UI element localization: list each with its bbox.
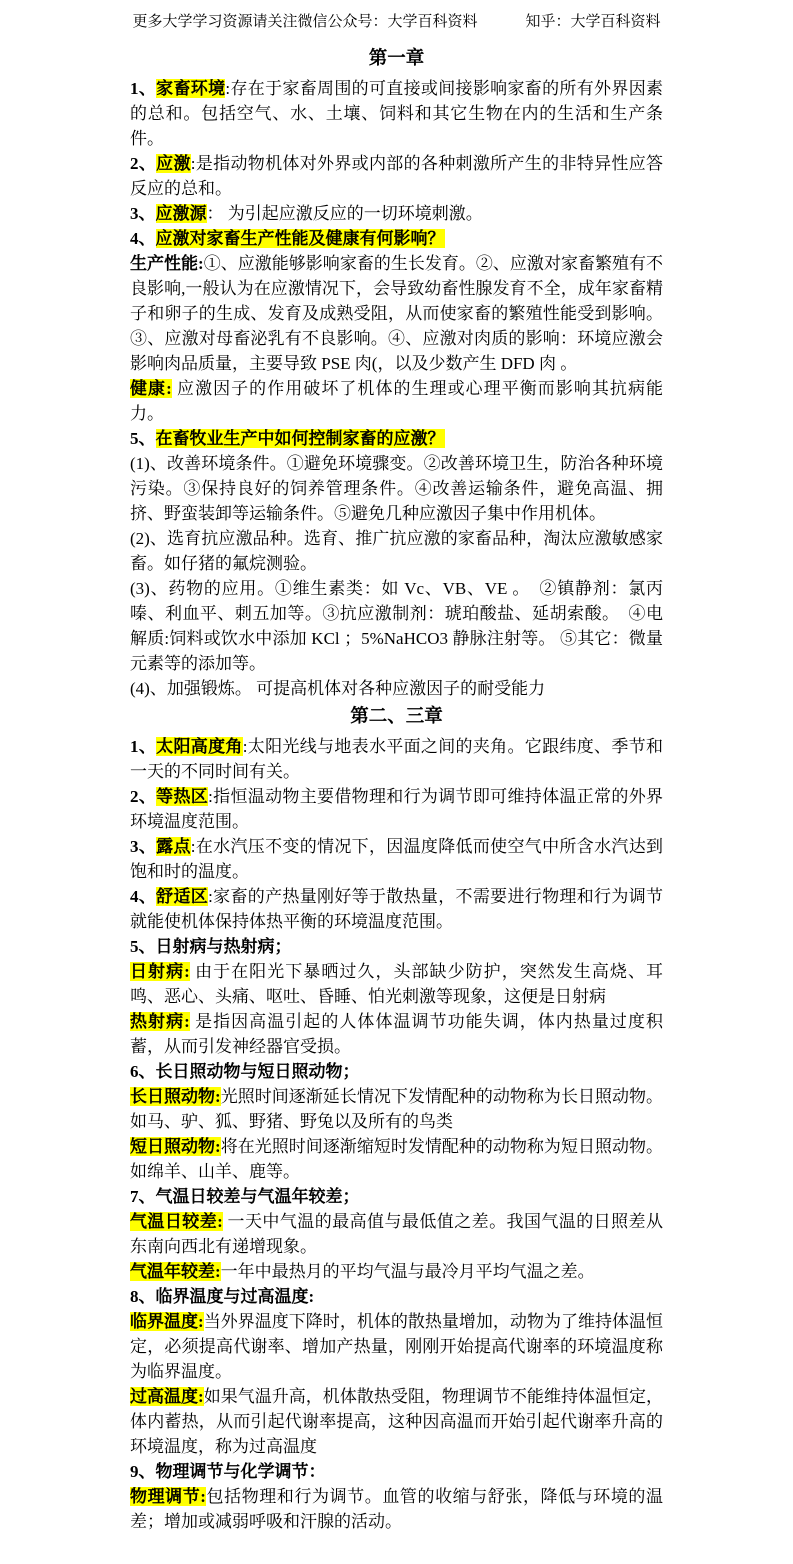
highlighted-term: 气温年较差: (130, 1262, 221, 1281)
paragraph (130, 376, 663, 426)
body-text: ： 为引起应激反应的一切环境刺激。 (206, 204, 483, 223)
paragraph (130, 1384, 663, 1459)
page-header (130, 12, 663, 32)
body-text: :存在于家畜周围的可直接或间接影响家畜的所有外界因素的总和。包括空气、水、土壤、饲料和其它生物在内的生活和生产条件。 (130, 79, 664, 148)
paragraph (130, 201, 663, 226)
paragraph (130, 676, 663, 701)
highlighted-term: 长日照动物: (130, 1087, 221, 1106)
highlighted-term: 热射病: (130, 1012, 190, 1031)
paragraph (130, 1184, 663, 1209)
paragraph (130, 451, 663, 526)
paragraph (130, 959, 663, 1009)
bold-text: 1、 (130, 79, 157, 98)
paragraph (130, 151, 663, 201)
body-text: (4)、加强锻炼。 可提高机体对各种应激因子的耐受能力 (130, 679, 546, 698)
bold-text: 2、 (130, 154, 157, 173)
paragraph (130, 576, 663, 676)
body-text: 包括物理和行为调节。血管的收缩与舒张，降低与环境的温差；增加或减弱呼吸和汗腺的活动。 (130, 1487, 664, 1531)
bold-text: 5、 (130, 429, 156, 448)
paragraph (130, 1209, 663, 1259)
header-zhihu-text: 知乎：大学百科资料 (525, 14, 661, 30)
bold-text: 1、 (130, 737, 157, 756)
highlighted-term: 在畜牧业生产中如何控制家畜的应激？ (155, 429, 445, 448)
bold-text: 3、 (130, 204, 156, 223)
body-text: (2)、选育抗应激品种。选育、推广抗应激的家畜品种，淘汰应激敏感家畜。如仔猪的氟烷测验。 (130, 529, 663, 573)
highlighted-term: 等热区 (156, 787, 209, 806)
bold-text: 5、日射病与热射病； (130, 937, 292, 956)
bold-text: 9、物理调节与化学调节： (130, 1462, 326, 1481)
bold-text: 3、 (130, 837, 157, 856)
paragraph (130, 1284, 663, 1309)
highlighted-term: 物理调节: (130, 1487, 206, 1506)
body-text: (1)、改善环境条件。①避免环境骤变。②改善环境卫生，防治各种环境污染。③保持良好的饲养管理条件。④改善运输条件，避免高温、拥挤、野蛮装卸等运输条件。⑤避免几种应激因子集中作用机体。 (130, 454, 663, 523)
body-text: ①、应激能够影响家畜的生长发育。②、应激对家畜繁殖有不良影响,一般认为在应激情况下，会导致幼畜性腺发育不全，成年家畜精子和卵子的生成、发育及成熟受阻，从而使家畜的繁殖性能受到影响。③、应激对母畜泌乳有不良影响。④、应激对肉质的影响：环境应激会影响肉品质量，主要导致 PSE 肉(，以及少数产生 DFD 肉 。 (130, 254, 664, 373)
paragraph (130, 884, 663, 934)
paragraph (130, 1459, 663, 1484)
paragraph (130, 426, 663, 451)
highlighted-term: 临界温度: (130, 1312, 204, 1331)
paragraph (130, 1484, 663, 1534)
paragraph (130, 1009, 663, 1059)
paragraph (130, 934, 663, 959)
highlighted-term: 应激 (156, 154, 191, 173)
body-text: 由于在阳光下暴晒过久，头部缺少防护，突然发生高烧、耳鸣、恶心、头痛、呕吐、昏睡、怕光刺激等现象，这便是日射病 (130, 962, 663, 1006)
document-body (130, 46, 663, 1534)
bold-text: 7、气温日较差与气温年较差； (130, 1187, 360, 1206)
paragraph (130, 526, 663, 576)
body-text: 是指因高温引起的人体体温调节功能失调，体内热量过度积蓄，从而引发神经器官受损。 (130, 1012, 663, 1056)
header-wechat-text: 更多大学学习资源请关注微信公众号：大学百科资料 (132, 14, 478, 30)
paragraph (130, 76, 663, 151)
body-text: :指恒温动物主要借物理和行为调节即可维持体温正常的外界环境温度范围。 (130, 787, 664, 831)
body-text: 如果气温升高，机体散热受阻，物理调节不能维持体温恒定，体内蓄热，从而引起代谢率提高，这种因高温而开始引起代谢率升高的环境温度，称为过高温度 (130, 1387, 664, 1456)
highlighted-term: 日射病: (130, 962, 190, 981)
highlighted-term: 气温日较差: (130, 1212, 223, 1231)
highlighted-term: 舒适区 (156, 887, 209, 906)
bold-text: 4、 (130, 229, 156, 248)
bold-text: 生产性能: (130, 254, 204, 273)
paragraph (130, 834, 663, 884)
paragraph (130, 1259, 663, 1284)
highlighted-term: 过高温度: (130, 1387, 204, 1406)
highlighted-term: 健康: (130, 379, 172, 398)
body-text: :太阳光线与地表水平面之间的夹角。它跟纬度、季节和一天的不同时间有关。 (130, 737, 664, 781)
highlighted-term: 露点 (156, 837, 191, 856)
body-text: 光照时间逐渐延长情况下发情配种的动物称为长日照动物。如马、驴、狐、野猪、野兔以及所有的鸟类 (130, 1087, 663, 1131)
highlighted-term: 应激源 (155, 204, 207, 223)
bold-text: 2、 (130, 787, 157, 806)
paragraph (130, 1309, 663, 1384)
body-text: 将在光照时间逐渐缩短时发情配种的动物称为短日照动物。如绵羊、山羊、鹿等。 (130, 1137, 663, 1181)
highlighted-term: 短日照动物: (130, 1137, 221, 1156)
paragraph (130, 784, 663, 834)
paragraph (130, 1059, 663, 1084)
body-text: 当外界温度下降时，机体的散热量增加，动物为了维持体温恒定，必须提高代谢率、增加产热量，刚刚开始提高代谢率的环境温度称为临界温度。 (130, 1312, 664, 1381)
section-title-2: 第二、三章 (350, 707, 443, 727)
paragraph (130, 226, 663, 251)
body-text: 一年中最热月的平均气温与最冷月平均气温之差。 (220, 1262, 595, 1281)
highlighted-term: 太阳高度角 (156, 737, 243, 756)
body-text: 一天中气温的最高值与最低值之差。我国气温的日照差从东南向西北有递增现象。 (130, 1212, 663, 1256)
highlighted-term: 应激对家畜生产性能及健康有何影响？ (155, 229, 445, 248)
paragraph (130, 1134, 663, 1184)
paragraph (130, 251, 663, 376)
body-text: 应激因子的作用破坏了机体的生理或心理平衡而影响其抗病能力。 (130, 379, 664, 423)
body-text: :是指动物机体对外界或内部的各种刺激所产生的非特异性应答反应的总和。 (130, 154, 664, 198)
bold-text: 4、 (130, 887, 157, 906)
bold-text: 6、长日照动物与短日照动物； (130, 1062, 360, 1081)
body-text: :家畜的产热量刚好等于散热量，不需要进行物理和行为调节就能使机体保持体热平衡的环境温度范围。 (130, 887, 664, 931)
bold-text: 8、临界温度与过高温度: (130, 1287, 315, 1306)
paragraph (130, 734, 663, 784)
section-title-1: 第一章 (368, 49, 425, 69)
body-text: (3)、药物的应用。①维生素类：如 Vc、VB、VE 。 ②镇静剂：氯丙嗪、利血平、刺五加等。③抗应激制剂：琥珀酸盐、延胡索酸。 ④电解质:饲料或饮水中添加 KCl ；5%NaHCO3 静脉注射等。 ⑤其它：微量元素等的添加等。 (130, 579, 663, 673)
paragraph (130, 1084, 663, 1134)
highlighted-term: 家畜环境 (156, 79, 226, 98)
body-text: :在水汽压不变的情况下，因温度降低而使空气中所含水汽达到饱和时的温度。 (130, 837, 664, 881)
